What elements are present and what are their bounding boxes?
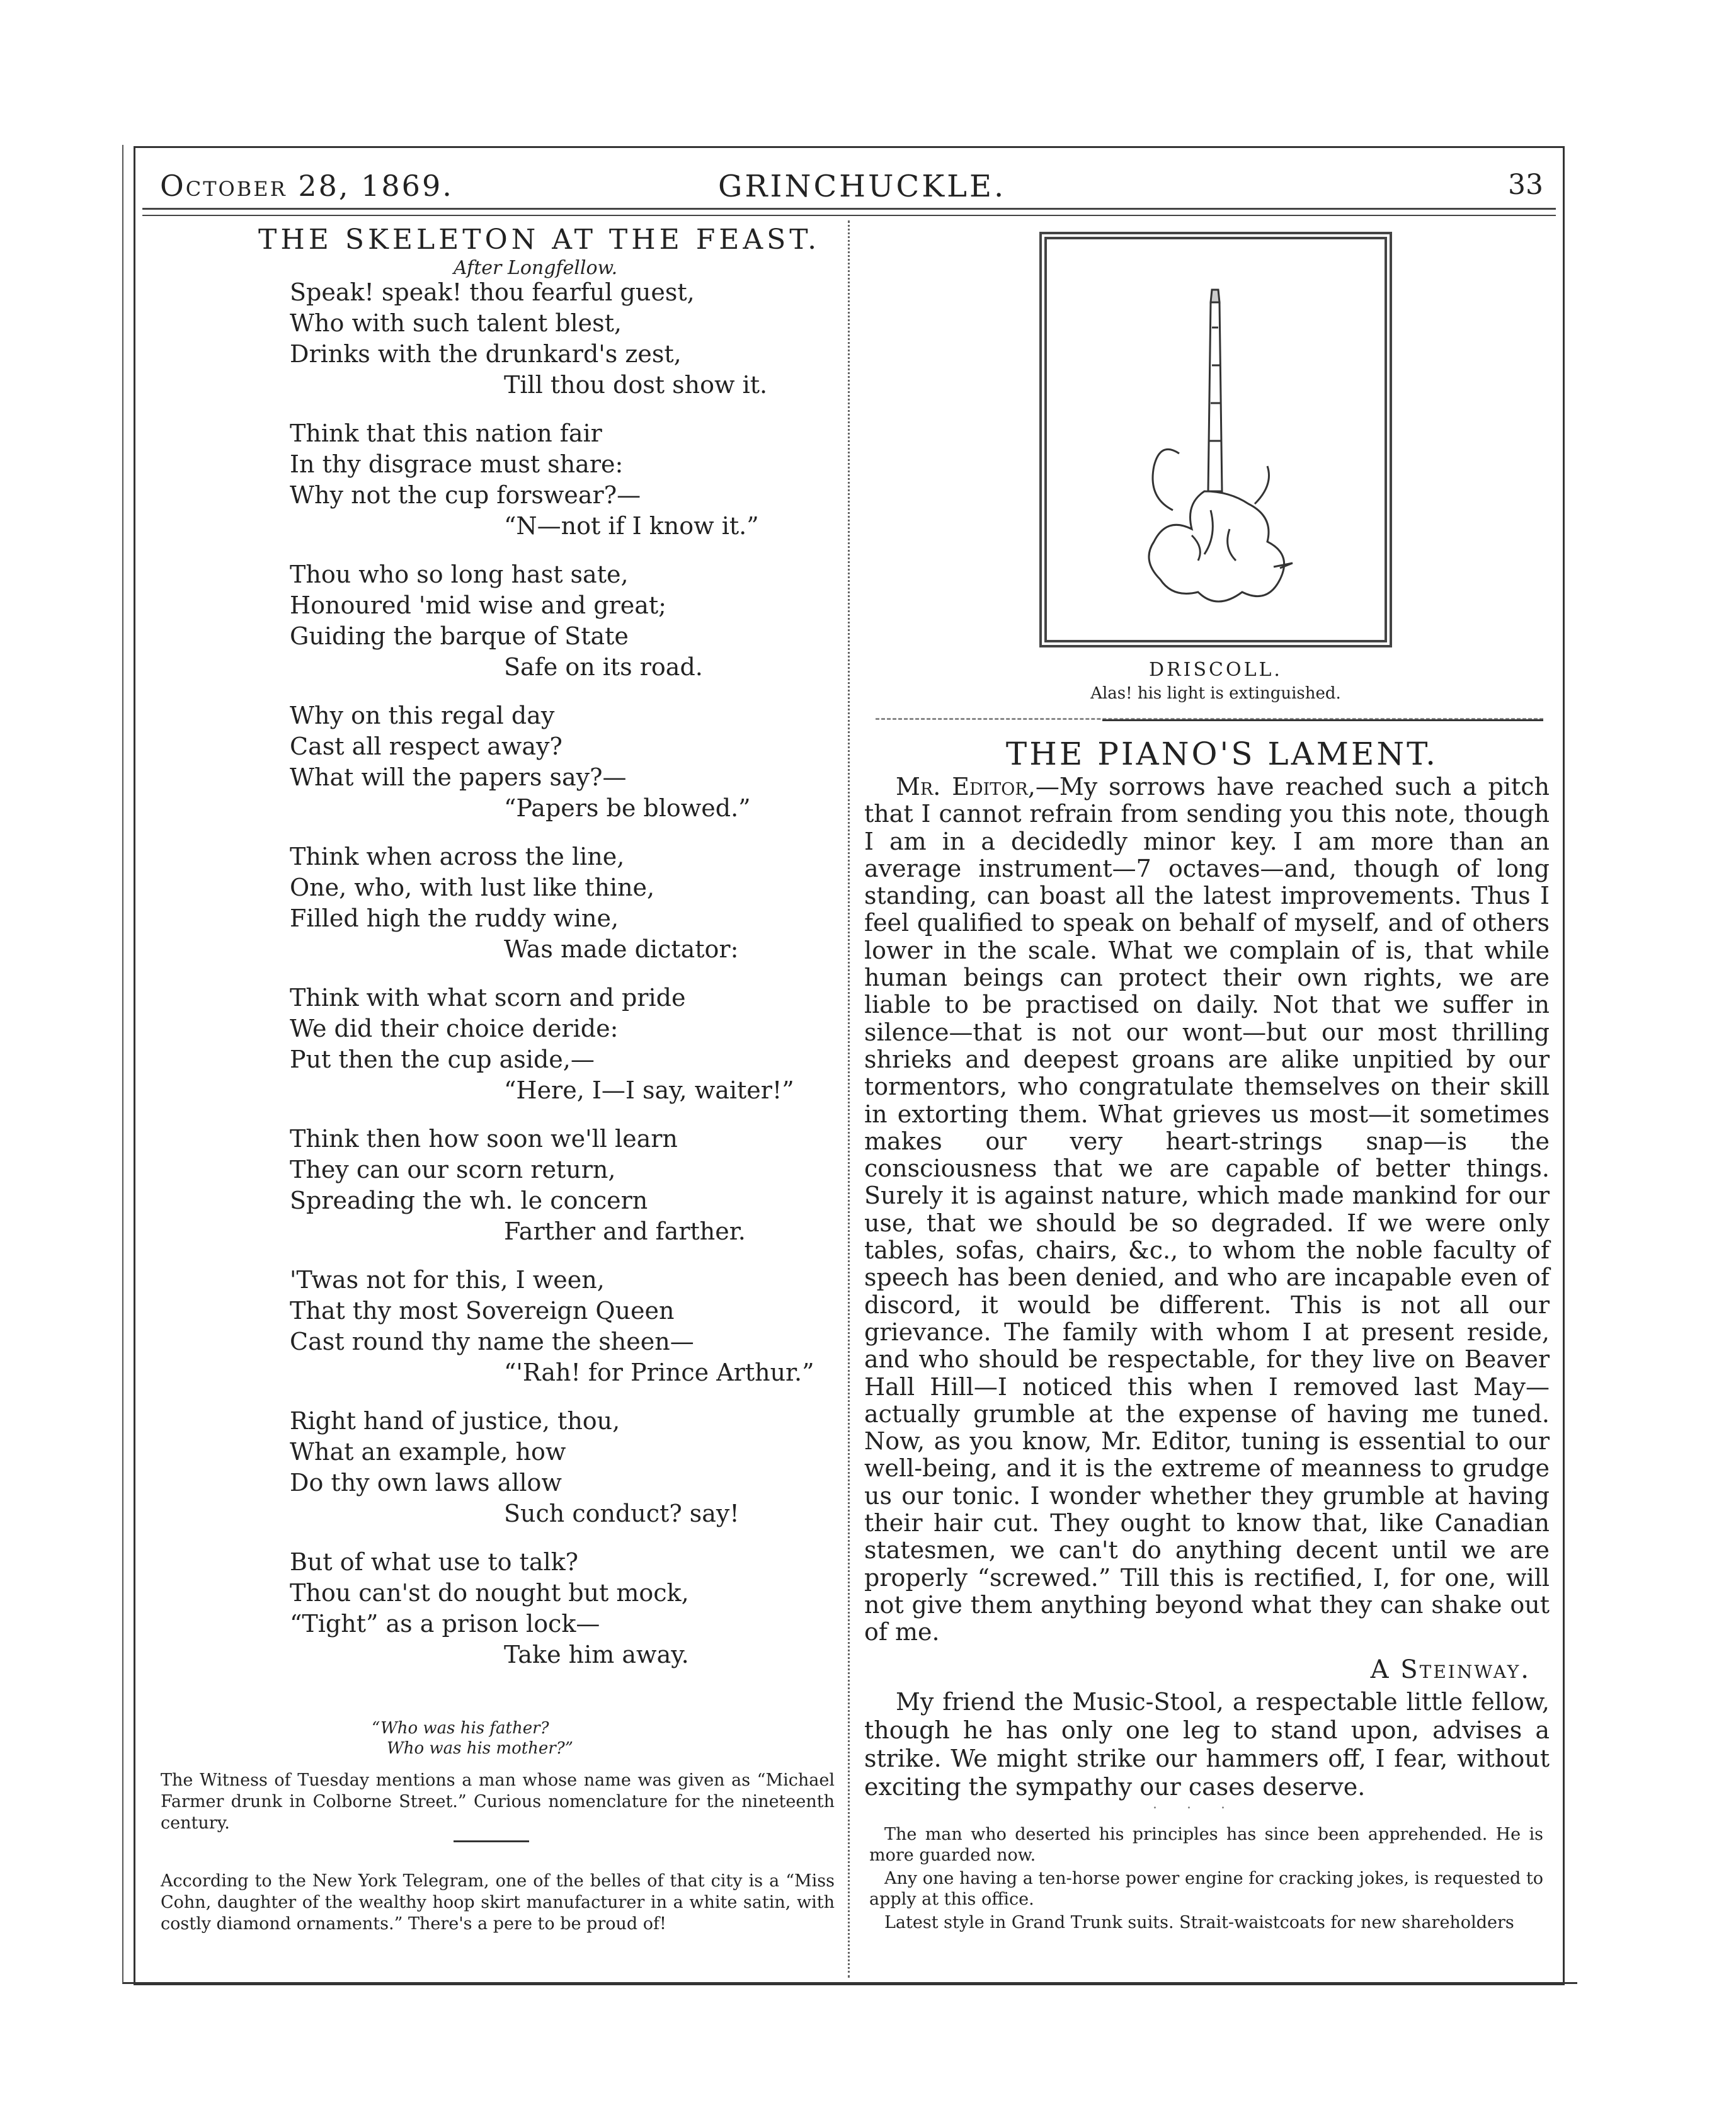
cartoon-caption-title: DRISCOLL. — [1149, 659, 1282, 681]
poem-line: Think with what scorn and pride — [290, 984, 686, 1012]
poem-line: Thou can'st do nought but mock, — [290, 1579, 689, 1607]
section-rule — [1102, 719, 1543, 721]
telegram-paragraph: According to the New York Telegram, one of the belles of that city is a “Miss Cohn, daughter of the wealthy hoop skirt manufacturer in a white satin, with costly diamond ornaments.” There's a pere to be proud of! — [161, 1871, 835, 1934]
poem-stanza — [290, 1547, 857, 1670]
poem-line: Was made dictator: — [504, 935, 739, 963]
poem-line: But of what use to talk? — [290, 1548, 579, 1576]
poem-stanza — [290, 700, 857, 824]
poem-line: Cast all respect away? — [290, 733, 562, 760]
poem-line: Put then the cup aside,— — [290, 1046, 595, 1073]
poem-line: Take him away. — [504, 1641, 689, 1668]
poem-line: That thy most Sovereign Queen — [290, 1297, 675, 1325]
article-salutation: Mr. Editor, — [896, 773, 1036, 801]
poem-line: “Tight” as a prison lock— — [290, 1610, 600, 1638]
poem-stanza — [290, 277, 857, 401]
page-number: 33 — [1508, 169, 1543, 201]
quote-line: “Who was his father? — [372, 1719, 549, 1738]
poem-line: Who with such talent blest, — [290, 309, 622, 337]
poem-line: Think that this nation fair — [290, 419, 602, 447]
poem-subtitle: After Longfellow. — [454, 257, 618, 279]
poem-stanza — [290, 1124, 857, 1247]
newspaper-title: GRINCHUCKLE. — [718, 169, 1007, 204]
poem-line: Till thou dost show it. — [504, 371, 768, 399]
article-text: —My sorrows have reached such a pitch that I cannot refrain from sending you this note, though I am in a decidedly minor key. I am more than an average instrument—7 octaves—and, though of long standing, can boast all the latest improvements. Thus I feel qualified to speak on behalf of myself, and of others lower in the scale. What we complain of is, that while human beings can protect their own rights, we are liable to be practised on daily. Not that we suffer in silence—that is not our wont—but our most thrilling shrieks and deepest groans are alike unpitied by our tormentors, who congratulate themselves on their skill in extorting them. What grieves us most—it sometimes makes our very heart-strings snap—is the consciousness that we are capable of better things. Surely it is against nature, which made mankind for our use, that we should be so degraded. If we were only tables, sofas, chairs, &c., to whom the noble faculty of speech has been denied, and who are incapable even of discord, it would be different. This is not all our grievance. The family with whom I at present reside, and who should be respectable, for they live on Beaver Hall Hill—I noticed this when I removed last May—actually grumble at the expense of having me tuned. Now, as you know, Mr. Editor, tuning is essential to our well-being, and it is the extreme of meanness to grudge us our tonic. I wonder whether they grumble at having their hair cut. They ought to know that, like Canadian statesmen, we can't do anything decent until we are properly “screwed.” Till this is rectified, I, for one, will not give them anything beyond what they can shake out of me. — [864, 773, 1550, 1646]
poem-line: 'Twas not for this, I ween, — [290, 1266, 605, 1294]
cartoon-illustration — [1039, 232, 1392, 647]
poem-line: Cast round thy name the sheen— — [290, 1328, 694, 1355]
poem-stanza — [290, 841, 857, 965]
poem-line: They can our scorn return, — [290, 1156, 616, 1183]
witness-paragraph: The Witness of Tuesday mentions a man whose name was given as “Michael Farmer drunk in Colborne Street.” Curious nomenclature for the nineteenth century. — [161, 1770, 835, 1833]
cartoon-caption-text: Alas! his light is extinguished. — [1090, 684, 1341, 703]
poem-title: THE SKELETON AT THE FEAST. — [258, 224, 821, 256]
poem-line: “N—not if I know it.” — [504, 512, 759, 540]
separator-dots: . . . — [1153, 1796, 1238, 1812]
poem-stanza — [290, 983, 857, 1106]
poem-line: Do thy own laws allow — [290, 1469, 562, 1496]
article-signature: A Steinway. — [1370, 1655, 1531, 1684]
poem-line: Farther and farther. — [504, 1217, 746, 1245]
poem-line: Why not the cup forswear?— — [290, 481, 641, 509]
poem-line: In thy disgrace must share: — [290, 450, 624, 478]
poem-line: Guiding the barque of State — [290, 622, 629, 650]
poem-line: Think then how soon we'll learn — [290, 1125, 678, 1153]
article-title: THE PIANO'S LAMENT. — [1005, 736, 1439, 772]
article-postscript — [864, 1688, 1550, 1801]
poem-line: One, who, with lust like thine, — [290, 874, 655, 901]
poem-line: “Here, I—I say, waiter!” — [504, 1076, 794, 1104]
poem-line: Drinks with the drunkard's zest, — [290, 340, 682, 368]
poem-stanza — [290, 1406, 857, 1529]
quote-block — [372, 1718, 573, 1759]
poem-stanza — [290, 418, 857, 542]
poem-line: We did their choice deride: — [290, 1015, 619, 1042]
poem-line: “'Rah! for Prince Arthur.” — [504, 1359, 814, 1386]
poem-line: Such conduct? say! — [504, 1500, 740, 1527]
poem-line: Filled high the ruddy wine, — [290, 904, 619, 932]
poem-line: Why on this regal day — [290, 702, 555, 729]
poem-line: Right hand of justice, thou, — [290, 1407, 620, 1435]
postscript-text: My friend the Music-Stool, a respectable little fellow, though he has only one leg to stand upon, advises a strike. We might strike our hammers off, I fear, without exciting the sympathy our cases deserve. — [864, 1688, 1550, 1801]
poem-line: Safe on its road. — [504, 653, 703, 681]
header-rule — [142, 208, 1556, 216]
issue-date: October 28, 1869. — [160, 169, 454, 203]
poem-line: What will the papers say?— — [290, 763, 627, 791]
quote-line: Who was his mother?” — [387, 1739, 573, 1758]
poem-line: Spreading the wh. le concern — [290, 1187, 648, 1214]
poem-line: Honoured 'mid wise and great; — [290, 591, 666, 619]
extinguished-torch-icon — [1047, 239, 1385, 640]
poem-line: What an example, how — [290, 1438, 566, 1466]
article-body — [864, 773, 1550, 1646]
news-item: Latest style in Grand Trunk suits. Strait-waistcoats for new shareholders — [884, 1913, 1514, 1932]
news-item: Any one having a ten-horse power engine for cracking jokes, is requested to apply at this office. — [869, 1869, 1543, 1909]
poem-stanza — [290, 559, 857, 683]
poem-line: Think when across the line, — [290, 843, 625, 870]
poem-line: “Papers be blowed.” — [504, 794, 751, 822]
poem-stanza — [290, 1265, 857, 1388]
news-item: The man who deserted his principles has since been apprehended. He is more guarded now. — [869, 1825, 1543, 1865]
section-rule — [454, 1840, 529, 1842]
page-header — [151, 165, 1550, 209]
poem-line: Thou who so long hast sate, — [290, 561, 629, 588]
poem-line: Speak! speak! thou fearful guest, — [290, 278, 695, 306]
